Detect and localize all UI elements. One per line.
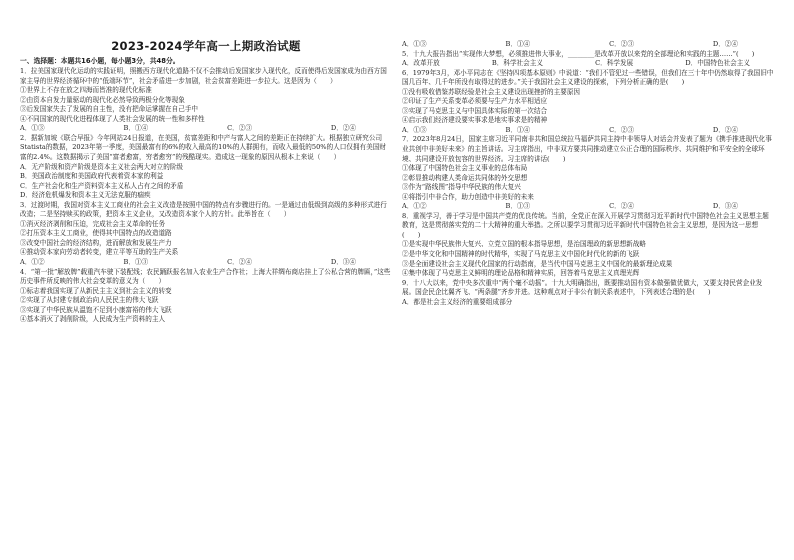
answer-choice-a[interactable]: A．①③ [402,40,427,48]
answer-choice-a[interactable]: A．①② [402,202,427,211]
question-1 [20,67,392,134]
question-stem: 5．十九大报告指出“实现伟大梦想，必须推进伟大事业，________是改革开放以来党的全部理论和实践的主题……”( ) [402,49,755,58]
question-stem: 1．拉美国家现代化运动的实践证明，照搬西方现代化道路不仅不会推动后发国家步入现代化，反而使得后发国家成为由西方国家主导的世界经济循环中的“低端环节”，社会矛盾进一步加剧，社会贫富差距进一步拉大。这是因为（ ） [20,67,387,85]
question-stem: 6．1979年3月，邓小平同志在《坚持四项基本原则》中说道：“我们不管犯过一些错误，但我们在三十年中仍然取得了我国旧中国几百年、几千年所没有取得过的进步。”关于我国社会主义建设的探索，下列分析正确的是( ) [402,68,774,87]
answer-choice-d[interactable]: D．③④ [712,202,738,211]
statement-option: ①体现了中国特色社会主义事业的总体布局 [402,164,528,173]
statement-option: ④将指引中非合作，助力创造中非美好的未来 [402,192,534,201]
answer-choice-d[interactable]: D．③④ [330,258,356,267]
statement-option: ③实现了马克思主义与中国具体实际的第一次结合 [402,106,548,115]
answer-choice-c[interactable]: C．科学发展 [595,59,634,68]
statement-option: ②印证了生产关系变革必须要与生产力水平相适应 [402,97,548,106]
statement-option: ②打压资本主义工商业，使得其中国特点的改造道路 [20,229,172,238]
answer-choice-b[interactable]: B．①③ [505,202,531,211]
answer-choice-b[interactable]: B．①③ [123,258,149,267]
answer-choices [402,40,774,50]
question-stem: 4．“第一批”解放牌”载重汽车驶下装配线；农民踊跃报名加入农业生产合作社；上海大祥绸布商店挂上了公私合营的牌匾，”这些历史事件所反映的伟大社会变革的意义为（ ） [20,267,391,286]
question-6 [402,69,774,136]
right-column [402,0,774,307]
answer-choices [20,258,392,268]
answer-choice-a[interactable]: A．①③ [20,124,45,133]
answer-choice-c[interactable]: C．②④ [609,202,634,211]
question-3 [20,201,392,268]
answer-choice-c[interactable]: C．②③ [609,40,634,48]
answer-choice-d[interactable]: D．②④ [712,40,738,48]
answer-choice-c[interactable]: C．②③ [227,124,252,133]
statement-option: ②由资本自发力量驱动的现代化必然导致两极分化等现象 [20,95,185,104]
question-4-choices [402,40,774,50]
answer-choice-d[interactable]: D．中国特色社会主义 [685,59,750,68]
statement-option: ③改变中国社会的经济结构，进而解放和发展生产力 [20,238,172,247]
answer-choices [402,202,774,212]
statement-option: ④推动资本家向劳动者转变，建立平等互助的生产关系 [20,248,179,257]
answer-choice-d[interactable]: D．②④ [712,125,738,134]
statement-option: ①是实现中华民族伟大复兴、立党立国的根本指导思想，是治国理政的新思想新战略 [402,240,646,249]
answer-choices [20,124,392,134]
statement-option: ②彰显推动构建人类命运共同体的外交思想 [402,173,528,182]
answer-choice-a[interactable]: A．都是社会主义经济的重要组成部分 [402,297,513,306]
answer-choice-c[interactable]: C．②④ [227,258,252,267]
question-7 [402,135,774,211]
statement-option: ④不同国家的现代化进程体现了人类社会发展的统一性和多样性 [20,114,205,123]
question-9 [402,279,774,308]
answer-choice-d[interactable]: D．经济危机爆发和资本主义无法克服的痼疾 [20,191,151,200]
statement-option: ③是全面建设社会主义现代化国家的行动指南，是当代中国马克思主义中国化的最新理论成果 [402,259,673,268]
statement-option: ①消灭经济剥削和压迫，完成社会主义革命的任务 [20,219,166,228]
answer-choice-b[interactable]: B．①④ [123,124,149,133]
section-heading: 一、选择题：本题共16小题，每小题3分，共48分。 [20,56,180,65]
statement-option: ①没有吸收借鉴苏联经验是社会主义建设出现挫折的主要原因 [402,87,581,96]
statement-option: ④集中体现了马克思主义鲜明的理论品格和精神实质，回答着马克思主义真理光辉 [402,269,640,278]
statement-option: ③实现了中华民族从温饱不足到小康富裕的伟大飞跃 [20,305,172,314]
left-column [20,0,392,325]
answer-choices [402,59,774,69]
question-stem: 3．过渡时期，我国对资本主义工商业的社会主义改造是按照中国的特点有步骤进行的。一是通过由低级到高级的多种形式进行改造；二是坚持赎买的政策，把资本主义企业，又改造资本家个人的方针。此举旨在（ ） [20,200,387,219]
answer-choice-d[interactable]: D．②④ [330,124,356,133]
page-title: 2023-2024学年高一上期政治试题 [111,39,301,53]
question-stem: 2．据新加坡《联合早报》今年网站24日报道，在美国，贫富差距和中产与富人之间的差距正在持续扩大。根据独立研究公司Statista的数据，2023年第一季度，美国最富有的6%的收入最高的10%的人群拥有，而收入最低的50%的人口仅拥有美国财富的2.4%。这数据揭示了美国“富者愈富，穷者愈穷”的残酷现实。造成这一现象的原因从根本上来说（ ） [20,133,386,162]
answer-choice-a[interactable]: A．①③ [402,125,427,134]
statement-option: ①世界上不存在放之四海而皆准的现代化标准 [20,86,152,95]
answer-choice-a[interactable]: A．无产阶级和资产阶级是资本主义社会两大对立的阶级 [20,162,184,171]
answer-choice-b[interactable]: B．美国政治制度和美国政府代表着资本家的利益 [20,172,164,181]
statement-option: ③作为“路线图”指导中华民族的伟大复兴 [402,183,521,192]
answer-choice-b[interactable]: B．①④ [505,125,531,134]
statement-option: ③后发国家失去了发展的自主性，没有把命运掌握在自己手中 [20,105,199,114]
question-4 [20,268,392,325]
statement-option: ①标志着我国实现了从新民主主义到社会主义的转变 [20,286,172,295]
question-5 [402,50,774,69]
statement-option: ④基本消灭了剥削阶级，人民成为生产资料的主人 [20,315,166,324]
answer-choice-c[interactable]: C．②③ [609,125,634,134]
answer-choice-c[interactable]: C．生产社会化和生产资料资本主义私人占有之间的矛盾 [20,181,184,190]
question-stem: 8．重视学习，善于学习是中国共产党的优良传统。当前，全党正在深入开展学习贯彻习近平新时代中国特色社会主义思想主题教育，这是贯彻落实党的二十大精神的重大举措。之所以要学习贯彻习近平新时代中国特色社会主义思想，是因为这一思想( ) [402,211,769,239]
answer-choice-a[interactable]: A．①② [20,258,45,267]
answer-choice-b[interactable]: B．科学社会主义 [491,59,543,68]
question-8 [402,212,774,279]
answer-choice-a[interactable]: A．改革开放 [402,59,440,68]
question-stem: 9．十八大以来，党中央多次重申“两个毫不动摇”。十九大明确指出，既要推动国有资本做强做优做大，又要支持民营企业发展。国企民企比翼齐飞、“两条腿”齐步并进。这种观点对于非公有制关系表述中，下列表述合理的是( ) [402,278,763,297]
statement-option: ②是中华文化和中国精神的时代精华，实现了马克思主义中国化时代化的新的飞跃 [402,250,640,259]
answer-choice-b[interactable]: B．①④ [505,40,531,48]
statement-option: ④启示我们经济建设要实事求是地实事求是的精神 [402,116,548,125]
question-stem: 7．2023年8月24日，国家主席习近平同南非共和国总统拉马福萨共同主持中非领导人对话会并发表了题为《携手推进现代化事业共创中非美好未来》的主旨讲话。习主席指出，中非双方要共同推动建立公正合理的国际秩序、共同维护和平安全的全球环境、共同建设开放包容的世界经济。习主席的讲话( ) [402,135,772,163]
statement-option: ②实现了从封建专制政治向人民民主的伟大飞跃 [20,296,159,305]
question-2 [20,134,392,201]
